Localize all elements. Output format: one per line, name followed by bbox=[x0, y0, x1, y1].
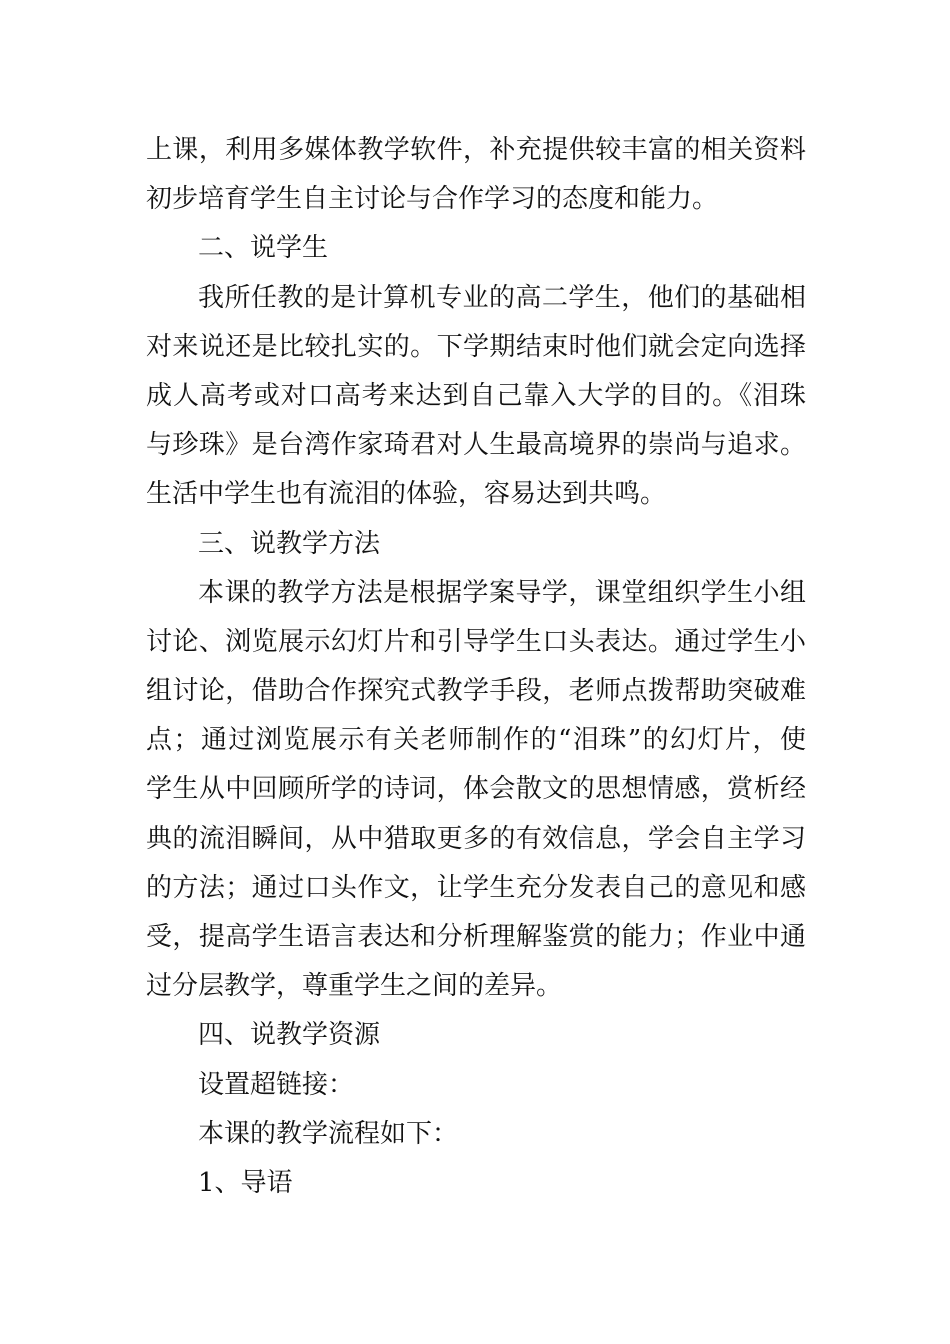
section-heading-methods: 三、说教学方法 bbox=[198, 528, 381, 559]
paragraph-line: 组讨论，借助合作探究式教学手段，老师点拨帮助突破难 bbox=[146, 676, 806, 707]
paragraph-line: 学生从中回顾所学的诗词，体会散文的思想情感，赏析经 bbox=[146, 774, 806, 805]
paragraph-line: 对来说还是比较扎实的。下学期结束时他们就会定向选择 bbox=[146, 331, 806, 362]
paragraph-line: 本课的教学方法是根据学案导学，课堂组织学生小组 bbox=[198, 577, 806, 608]
section-heading-resources: 四、说教学资源 bbox=[198, 1020, 381, 1051]
paragraph-line: 讨论、浏览展示幻灯片和引导学生口头表达。通过学生小 bbox=[146, 626, 806, 657]
paragraph-line: 我所任教的是计算机专业的高二学生，他们的基础相 bbox=[198, 282, 806, 313]
list-item-intro: 1、导语 bbox=[198, 1167, 293, 1198]
document-body bbox=[146, 126, 806, 1208]
paragraph-line: 受，提高学生语言表达和分析理解鉴赏的能力；作业中通 bbox=[146, 922, 806, 952]
paragraph-line: 典的流泪瞬间，从中猎取更多的有效信息，学会自主学习 bbox=[146, 823, 806, 854]
paragraph-line: 成人高考或对口高考来达到自己靠入大学的目的。《泪珠 bbox=[146, 380, 806, 411]
paragraph-line: 设置超链接： bbox=[198, 1069, 355, 1100]
paragraph-line: 初步培育学生自主讨论与合作学习的态度和能力。 bbox=[146, 184, 719, 215]
paragraph-line: 点；通过浏览展示有关老师制作的“泪珠”的幻灯片，使 bbox=[146, 725, 806, 756]
paragraph-line: 的方法；通过口头作文，让学生充分发表自己的意见和感 bbox=[146, 872, 806, 903]
paragraph-line: 生活中学生也有流泪的体验，容易达到共鸣。 bbox=[146, 479, 667, 510]
paragraph-line: 本课的教学流程如下： bbox=[198, 1118, 459, 1149]
paragraph-line: 过分层教学，尊重学生之间的差异。 bbox=[146, 971, 563, 1002]
paragraph-line: 上课，利用多媒体教学软件，补充提供较丰富的相关资料 bbox=[146, 135, 806, 165]
section-heading-students: 二、说学生 bbox=[198, 233, 329, 264]
paragraph-line: 与珍珠》是台湾作家琦君对人生最高境界的崇尚与追求。 bbox=[146, 430, 806, 461]
